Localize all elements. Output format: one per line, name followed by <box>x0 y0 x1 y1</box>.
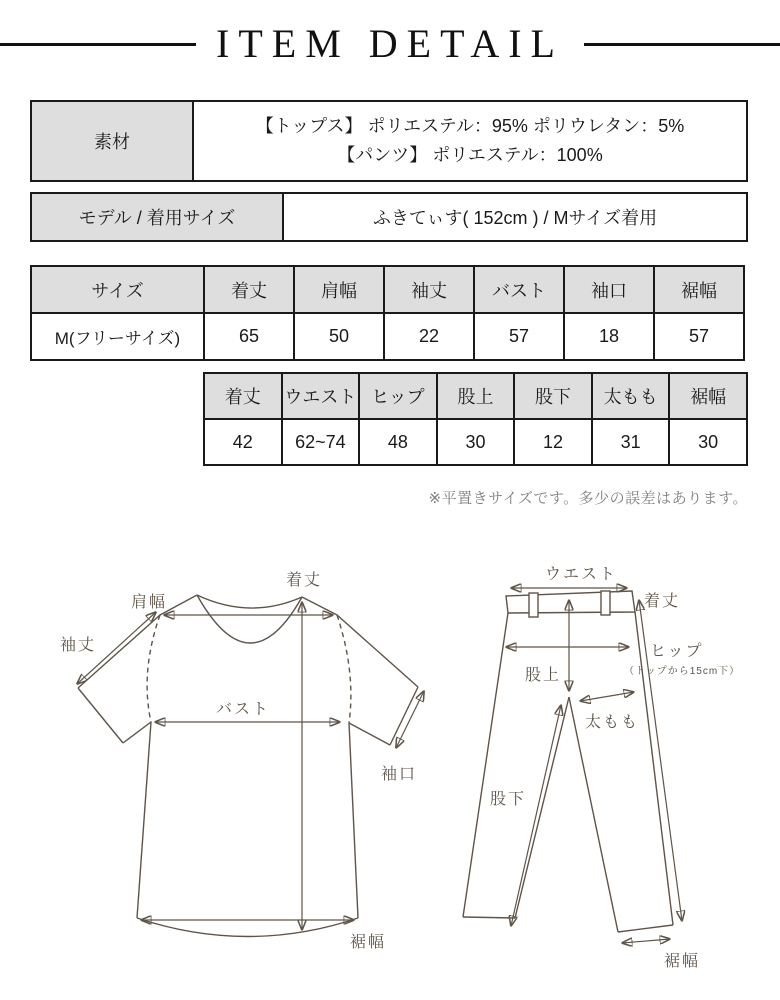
material-value <box>193 101 747 181</box>
tshirt-measure-arrows <box>77 602 424 930</box>
table-row <box>204 419 747 465</box>
tshirt-shoulder-label: 肩幅 <box>131 594 168 611</box>
table-header-row <box>204 373 747 419</box>
value-cell: 50 <box>294 313 384 360</box>
header-left-rule <box>0 43 196 46</box>
value-cell: 30 <box>669 419 747 465</box>
value-cell: 65 <box>204 313 294 360</box>
col-header-hem: 裾幅 <box>654 266 744 313</box>
pants-hip-label: ヒップ <box>650 643 704 660</box>
pants-outline <box>463 591 673 932</box>
col-header-cuff: 袖口 <box>564 266 654 313</box>
value-cell: 62~74 <box>282 419 360 465</box>
material-line-pants: 【パンツ】 ポリエステル：100% <box>337 145 603 165</box>
pants-rise-label: 股上 <box>525 667 562 684</box>
pants-inseam-label: 股下 <box>490 791 527 808</box>
value-cell: 31 <box>592 419 670 465</box>
col-header-waist: ウエスト <box>282 373 360 419</box>
page-title: ITEM DETAIL <box>216 21 564 66</box>
table-row <box>31 101 747 181</box>
value-cell: 48 <box>359 419 437 465</box>
tshirt-length-label: 着丈 <box>286 572 323 589</box>
col-header-bust: バスト <box>474 266 564 313</box>
value-cell: 22 <box>384 313 474 360</box>
material-label: 素材 <box>31 101 193 181</box>
col-header-hem: 裾幅 <box>669 373 747 419</box>
tops-size-table <box>30 265 745 361</box>
material-line-tops: 【トップス】 ポリエステル：95% ポリウレタン：5% <box>255 116 685 137</box>
value-cell: 57 <box>474 313 564 360</box>
col-header-length: 着丈 <box>204 266 294 313</box>
model-value: ふきてぃす( 152cm ) / Mサイズ着用 <box>283 193 747 241</box>
model-size-table <box>30 192 748 242</box>
pants-size-table <box>203 372 748 466</box>
value-cell: 18 <box>564 313 654 360</box>
tshirt-hem-label: 裾幅 <box>350 934 387 951</box>
col-header-sleeve: 袖丈 <box>384 266 474 313</box>
col-header-shoulder: 肩幅 <box>294 266 384 313</box>
table-header-row <box>31 266 744 313</box>
measurement-diagram <box>0 520 780 1000</box>
measurement-note: ※平置きサイズです。多少の誤差はあります。 <box>428 490 748 507</box>
pants-waist-label: ウエスト <box>545 566 618 583</box>
tshirt-labels <box>60 571 417 951</box>
value-cell: 57 <box>654 313 744 360</box>
tshirt-bust-label: バスト <box>216 701 271 718</box>
pants-hip-note: （トップから15cm下） <box>624 666 741 677</box>
col-header-rise: 股上 <box>437 373 515 419</box>
tshirt-sleeve-length-label: 袖丈 <box>60 637 97 654</box>
pants-labels <box>490 566 740 970</box>
col-header-length: 着丈 <box>204 373 282 419</box>
pants-thigh-label: 太もも <box>585 714 640 731</box>
tshirt-outline <box>78 595 418 937</box>
col-header-hip: ヒップ <box>359 373 437 419</box>
tshirt-cuff-label: 袖口 <box>381 766 418 783</box>
size-name-cell: M(フリーサイズ) <box>31 313 204 360</box>
table-row <box>31 193 747 241</box>
pants-measure-arrows <box>506 588 682 943</box>
col-header-inseam: 股下 <box>514 373 592 419</box>
value-cell: 30 <box>437 419 515 465</box>
col-header-thigh: 太もも <box>592 373 670 419</box>
table-row <box>31 313 744 360</box>
col-header-size: サイズ <box>31 266 204 313</box>
model-label: モデル / 着用サイズ <box>31 193 283 241</box>
value-cell: 12 <box>514 419 592 465</box>
header-right-rule <box>584 43 780 46</box>
material-table <box>30 100 748 182</box>
pants-length-label: 着丈 <box>644 593 681 610</box>
value-cell: 42 <box>204 419 282 465</box>
pants-hem-label: 裾幅 <box>664 953 701 970</box>
section-header <box>0 20 780 68</box>
